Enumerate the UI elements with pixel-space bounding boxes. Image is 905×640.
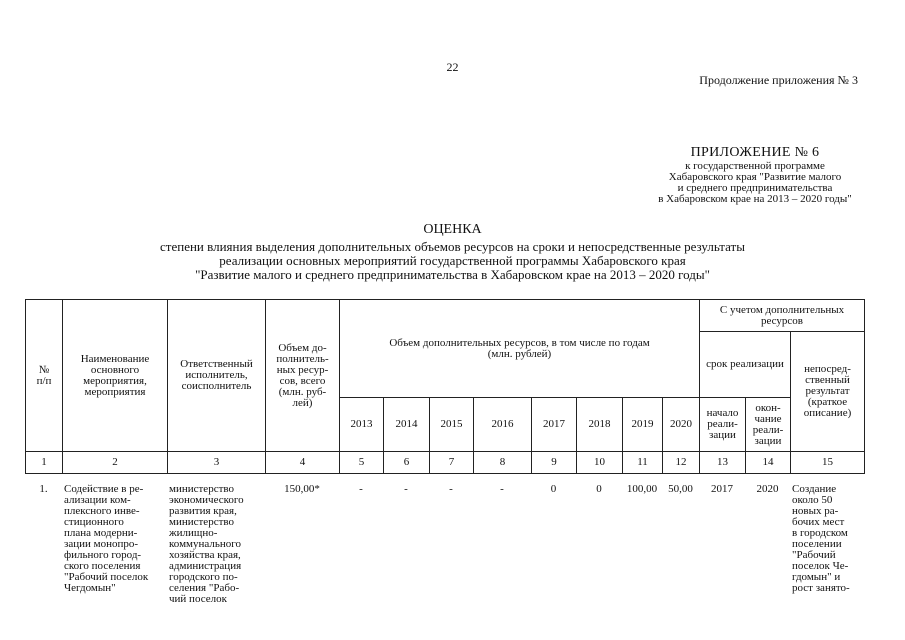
header-year: 2020: [663, 398, 700, 452]
continuation-note: Продолжение приложения № 3: [699, 73, 858, 87]
header-start: начало реали- зации: [700, 398, 746, 452]
assessment-table-header: [25, 299, 865, 474]
column-number: 11: [623, 452, 663, 474]
document-heading: ОЦЕНКА: [423, 222, 482, 237]
header-num: № п/п: [26, 300, 63, 452]
row-year-value: -: [359, 483, 363, 495]
column-number: 10: [577, 452, 623, 474]
row-year-value: 0: [550, 483, 557, 495]
row-year-value: -: [500, 483, 504, 495]
appendix-line: в Хабаровском крае на 2013 – 2020 годы": [658, 193, 852, 205]
header-year: 2013: [340, 398, 384, 452]
column-number: 15: [791, 452, 865, 474]
column-number: 14: [746, 452, 791, 474]
header-result: непосред- ственный результат (краткое описание): [791, 332, 865, 452]
column-number: 1: [26, 452, 63, 474]
assessment-table-body: [25, 484, 864, 605]
description-line: реализации основных мероприятий государственной программы Хабаровского края: [219, 253, 686, 268]
column-number: 12: [663, 452, 700, 474]
column-number: 9: [532, 452, 577, 474]
column-number: 3: [168, 452, 266, 474]
header-year: 2015: [430, 398, 474, 452]
row-executor: министерство экономического развития края, министерство жилищно- коммунального хозяйства края, администрация городского по- селения "Рабо- чий поселок: [169, 483, 244, 605]
document-description: [0, 240, 905, 282]
header-year: 2016: [474, 398, 532, 452]
column-number: 8: [474, 452, 532, 474]
appendix-line: Хабаровского края "Развитие малого: [668, 171, 842, 183]
column-number: 6: [384, 452, 430, 474]
row-num: 1.: [39, 483, 48, 495]
row-year-value: -: [404, 483, 408, 495]
row-volume: 150,00*: [284, 483, 320, 495]
row-name: Содействие в ре- ализации ком- плексного инве- стиционного плана модерни- зации монопро- фильного город- ского поселения "Рабочий поселок Чегдомын": [64, 483, 149, 594]
header-executor: Ответственный исполнитель, соисполнитель: [168, 300, 266, 452]
header-by-years: Объем дополнительных ресурсов, в том числе по годам (млн. рублей): [340, 300, 700, 398]
description-line: "Развитие малого и среднего предпринимательства в Хабаровском крае на 2013 – 2020 годы": [195, 267, 710, 282]
header-name: Наименование основного мероприятия, мероприятия: [63, 300, 168, 452]
appendix-title: ПРИЛОЖЕНИЕ № 6: [690, 145, 820, 160]
appendix-line: и среднего предпринимательства: [677, 182, 833, 194]
appendix-block: [560, 145, 905, 205]
header-year: 2019: [623, 398, 663, 452]
column-number: 7: [430, 452, 474, 474]
row-year-value: 100,00: [626, 483, 658, 495]
row-year-value: 0: [596, 483, 602, 495]
header-term: срок реализации: [700, 332, 791, 398]
column-number: 4: [266, 452, 340, 474]
page-number: 22: [446, 60, 459, 74]
header-volume: Объем до- полнитель- ных ресур- сов, всего (млн. руб- лей): [266, 300, 340, 452]
column-number: 2: [63, 452, 168, 474]
header-with-resources: С учетом дополнительных ресурсов: [700, 300, 865, 332]
row-year-value: 50,00: [668, 483, 693, 495]
row-result: Создание около 50 новых ра- бочих мест в городском поселении "Рабочий поселок Че- гдомын" и рост занято-: [792, 483, 850, 594]
header-year: 2017: [532, 398, 577, 452]
table-row: [25, 484, 864, 605]
row-end: 2020: [756, 483, 779, 495]
row-year-value: -: [449, 483, 453, 495]
header-end: окон- чание реали- зации: [746, 398, 791, 452]
appendix-line: к государственной программе: [685, 160, 825, 172]
description-line: степени влияния выделения дополнительных объемов ресурсов на сроки и непосредственные результаты: [160, 239, 745, 254]
header-year: 2018: [577, 398, 623, 452]
column-number: 5: [340, 452, 384, 474]
column-number: 13: [700, 452, 746, 474]
header-year: 2014: [384, 398, 430, 452]
row-start: 2017: [711, 483, 733, 495]
